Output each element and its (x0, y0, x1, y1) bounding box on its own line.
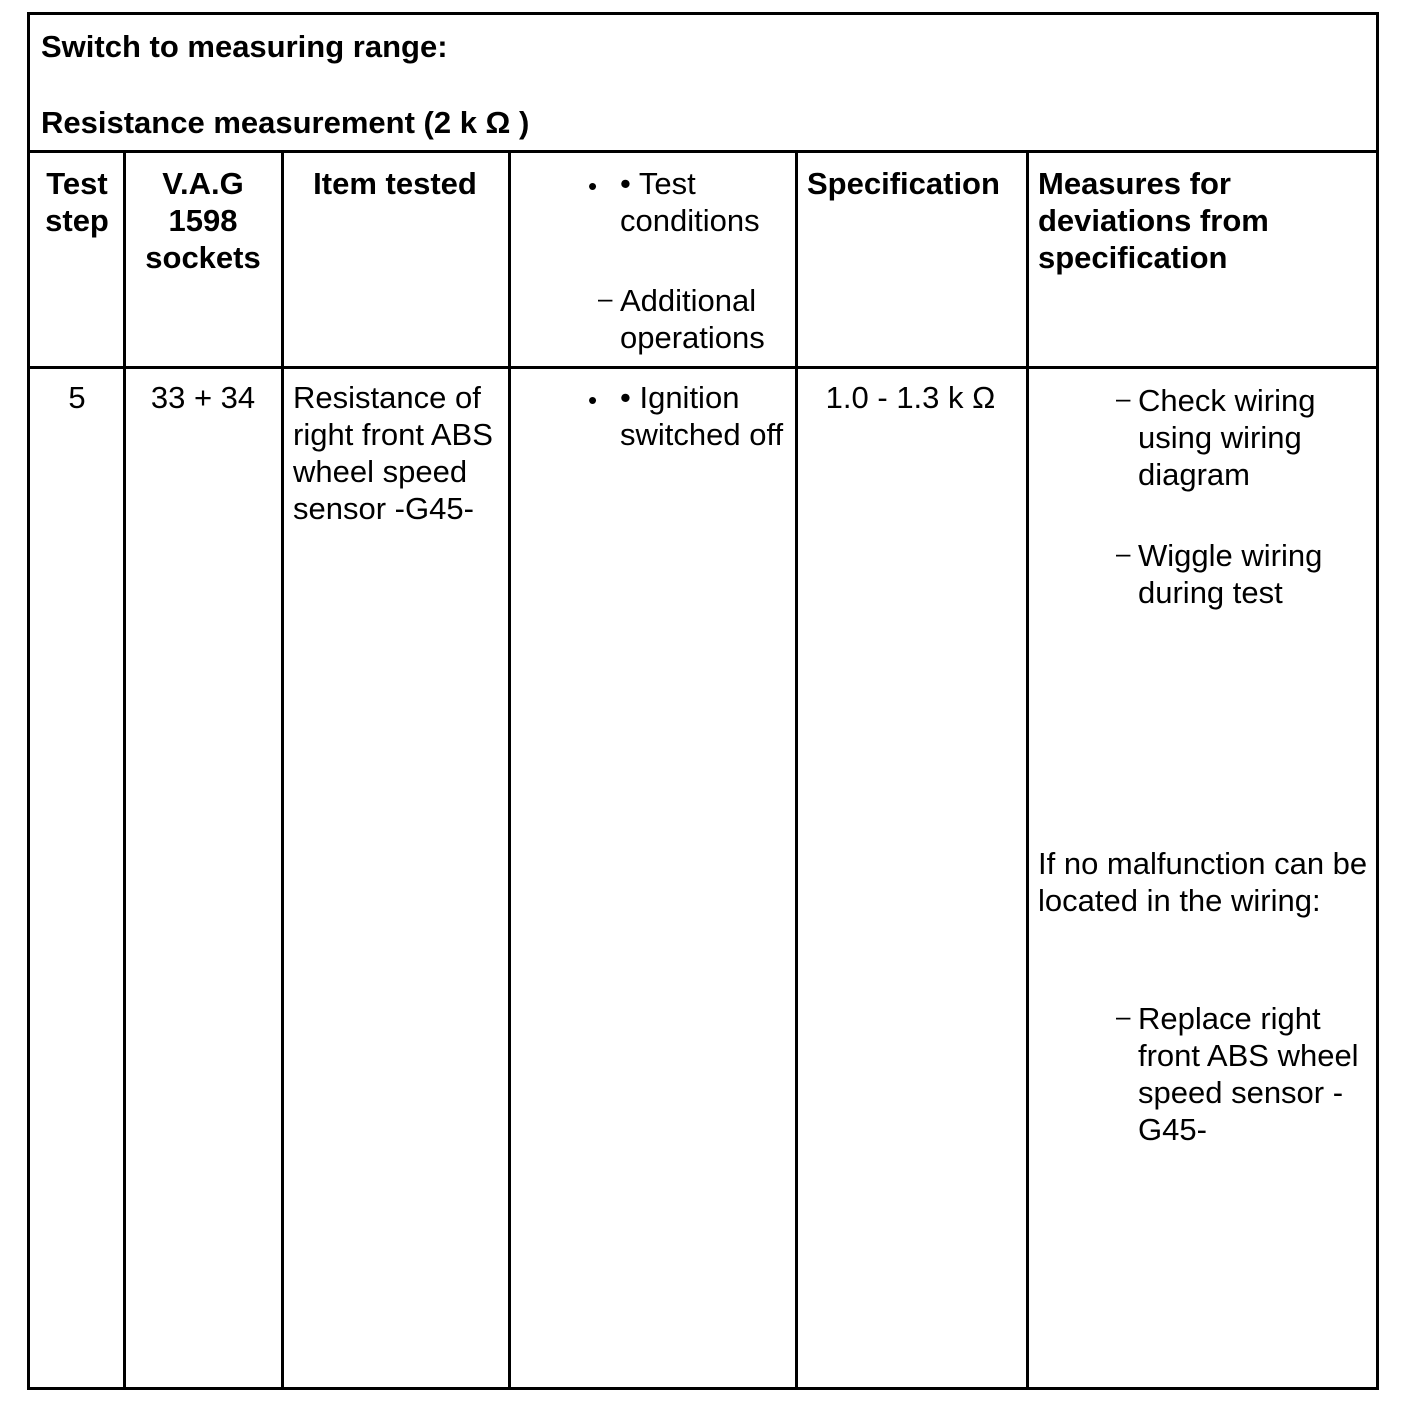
measuring-range-title: Switch to measuring range: (41, 29, 448, 64)
column-divider (123, 153, 126, 1387)
header-test-conditions: • Test conditions (620, 166, 760, 238)
bullet-icon: • (588, 385, 598, 415)
test-table (27, 12, 1379, 1390)
header-measures: Measures for deviations from specification (1038, 166, 1269, 275)
header-specification: Specification (807, 166, 1000, 201)
dash-icon: – (1116, 383, 1131, 413)
row-note: If no malfunction can be located in the wiring: (1038, 846, 1368, 918)
header-row-divider (30, 366, 1376, 369)
row-specification: 1.0 - 1.3 k Ω (825, 380, 996, 415)
header-item-tested: Item tested (313, 166, 477, 201)
bullet-icon: • (588, 171, 598, 201)
row-measure-replace-sensor: Replace right front ABS wheel speed sensor -G45- (1138, 1001, 1359, 1147)
column-divider (1026, 153, 1029, 1387)
column-divider (281, 153, 284, 1387)
header-sockets: V.A.G 1598 sockets (145, 166, 261, 275)
measuring-range-value: Resistance measurement (2 k Ω ) (41, 105, 530, 140)
dash-icon: – (1116, 538, 1131, 568)
row-condition: • Ignition switched off (620, 380, 784, 452)
column-divider (508, 153, 511, 1387)
row-item-tested: Resistance of right front ABS wheel speed sensor -G45- (293, 380, 493, 526)
row-test-step: 5 (68, 380, 86, 415)
dash-icon: – (1116, 1001, 1131, 1031)
row-measure-check-wiring: Check wiring using wiring diagram (1138, 383, 1316, 492)
header-test-step: Test step (45, 166, 109, 238)
header-additional-operations: Additional operations (620, 283, 765, 355)
column-divider (795, 153, 798, 1387)
dash-icon: – (598, 283, 613, 313)
row-sockets: 33 + 34 (150, 380, 256, 415)
row-measure-wiggle-wiring: Wiggle wiring during test (1138, 538, 1323, 610)
measuring-range-box (30, 15, 1376, 153)
